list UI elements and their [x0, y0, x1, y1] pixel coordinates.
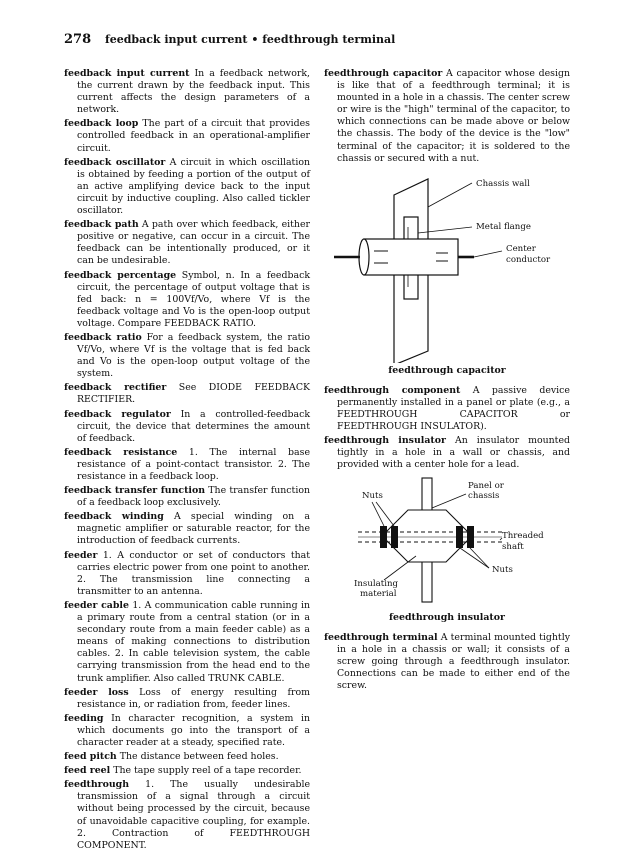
entry-definition: 1. A communication cable running in a primary route from a central station (or in a secondary route from a main feeder cable) as a means of making connections to distribution cables. 2. In cable television system, the cable carrying transmission from the head end to the trunk amplifier. Also called TRUNK CABLE. — [77, 599, 310, 684]
dictionary-entry — [64, 447, 310, 483]
entry-term: feedback path — [64, 219, 139, 231]
capacitor-body — [364, 239, 458, 275]
entry-definition: 1. A conductor or set of conductors that carries electric power from one point to another. 2. The transmission line connecting a transmitter to an antenna. — [77, 549, 310, 597]
entry-definition: 1. The usually undesirable transmission of a signal through a circuit without being processed by the circuit, because of unavoidable capacitive coupling, for example. 2. Contraction of FEEDTHROUGH COMPONENT. — [77, 779, 311, 851]
entry-definition: The distance between feed holes. — [119, 751, 279, 763]
label-conductor: conductor — [506, 254, 551, 265]
label-nuts-top: Nuts — [362, 490, 383, 501]
entry-definition: In a controlled-feedback circuit, the device that determines the amount of feedback. — [77, 408, 310, 444]
entry-definition: A capacitor whose design is like that of a feedthrough terminal; it is mounted in a hole in a chassis. The center screw or wire is the "high" terminal of the capacitor, to which connections can be made above or below the chassis. The body of the device is the "low" terminal of the capacitor; it is soldered to the chassis or secured with a nut. — [337, 68, 570, 164]
dictionary-entry — [324, 385, 570, 433]
right-entries-bottom — [324, 632, 570, 692]
entry-definition: Loss of energy resulting from resistance in, or radiation from, feeder lines. — [77, 686, 311, 710]
entry-term: feedback input current — [64, 68, 190, 79]
entry-term: feedthrough terminal — [324, 631, 438, 643]
dictionary-entry — [64, 382, 310, 406]
figure-caption-capacitor: feedthrough capacitor — [388, 364, 506, 376]
feedthrough-capacitor-figure — [324, 167, 570, 377]
entry-definition: A circuit in which oscillation is obtained by feeding a portion of the output of an active amplifying device back to the input circuit by inductive coupling. Also called tickler oscillator. — [77, 156, 311, 217]
dictionary-entry — [64, 68, 310, 116]
dictionary-entry — [64, 157, 310, 217]
dictionary-entry — [64, 550, 310, 598]
label-chassis: chassis — [468, 490, 500, 501]
dictionary-entry — [64, 713, 310, 749]
entry-term: feeder cable — [64, 599, 129, 611]
dictionary-entry — [64, 409, 310, 445]
dictionary-entry — [64, 485, 310, 509]
label-material: material — [360, 588, 397, 599]
entry-definition: The part of a circuit that provides controlled feedback in an operational-amplifier circuit. — [77, 118, 310, 154]
entry-term: feedback resistance — [64, 446, 178, 458]
left-column — [64, 68, 310, 854]
entry-term: feeding — [64, 712, 104, 724]
entry-term: feedback rectifier — [64, 382, 167, 394]
entry-definition: A special winding on a magnetic amplifier or saturable reactor, for the introduction of feedback currents. — [77, 511, 310, 547]
feedthrough-insulator-diagram — [324, 474, 570, 610]
right-column — [324, 68, 570, 694]
entry-term: feedback oscillator — [64, 156, 166, 168]
page-number: 278 — [64, 32, 92, 47]
entry-term: feedthrough insulator — [324, 435, 446, 447]
label-shaft: shaft — [502, 541, 524, 552]
dictionary-entry — [64, 118, 310, 154]
label-chassis-wall: Chassis wall — [476, 178, 530, 189]
entry-term: feeder — [64, 549, 98, 561]
running-title: feedback input current • feedthrough terminal — [104, 33, 396, 46]
entry-definition: An insulator mounted tightly in a hole in a wall or chassis, and provided with a center hole for a lead. — [337, 435, 570, 471]
dictionary-entry — [64, 219, 310, 267]
entry-term: feedback ratio — [64, 331, 142, 343]
entry-term: feedback percentage — [64, 269, 177, 281]
right-entries-middle — [324, 385, 570, 472]
label-nuts-right: Nuts — [492, 564, 513, 575]
running-header — [64, 32, 395, 47]
dictionary-entry — [64, 779, 310, 852]
dictionary-entry — [64, 332, 310, 380]
entry-term: feed pitch — [64, 751, 117, 763]
entry-term: feedback loop — [64, 118, 139, 130]
dictionary-entry — [64, 751, 310, 763]
entry-definition: 1. The internal base resistance of a point-contact transistor. 2. The resistance in a feedback loop. — [77, 446, 310, 482]
entry-term: feedback transfer function — [64, 485, 206, 497]
entry-term: feedback winding — [64, 511, 164, 523]
feedthrough-insulator-figure — [324, 474, 570, 624]
entry-definition: A path over which feedback, either positive or negative, can occur in a circuit. The feedback can be intentionally produced, or it can be undesirable. — [77, 219, 310, 267]
label-threaded: Threaded — [502, 530, 544, 541]
nut-right-outer — [467, 526, 474, 548]
entry-term: feeder loss — [64, 686, 129, 698]
entry-definition: In a feedback network, the current drawn by the feedback input. This current affects the design parameters of a network. — [77, 68, 310, 116]
dictionary-entry — [64, 270, 310, 330]
label-panel-or: Panel or — [468, 480, 504, 491]
label-insulating: Insulating — [354, 578, 398, 589]
dictionary-entry — [64, 511, 310, 547]
nut-left-inner — [391, 526, 398, 548]
dictionary-entry — [324, 632, 570, 692]
entry-definition: For a feedback system, the ratio Vf/Vo, where Vf is the voltage that is fed back and Vo is the open-loop output voltage of the system. — [77, 331, 310, 380]
nut-right-inner — [456, 526, 463, 548]
entry-definition: The transfer function of a feedback loop exclusively. — [77, 485, 311, 509]
entry-term: feedback regulator — [64, 408, 171, 420]
feedthrough-capacitor-diagram — [324, 167, 570, 363]
dictionary-entry — [324, 68, 570, 165]
entry-definition: Symbol, n. In a feedback circuit, the percentage of output voltage that is fed back: n = 100Vf/Vo, where Vf is the feedback voltage and Vo is the open-loop output voltage. Compare FEEDBACK RATIO. — [77, 269, 311, 329]
entry-definition: The tape supply reel of a tape recorder. — [113, 765, 302, 777]
label-metal-flange: Metal flange — [476, 221, 531, 232]
entry-definition: A passive device permanently installed in a panel or plate (e.g., a FEEDTHROUGH CAPACITOR or FEEDTHROUGH INSULATOR). — [337, 384, 570, 433]
entry-definition: See DIODE FEEDBACK RECTIFIER. — [77, 382, 310, 406]
entry-term: feed reel — [64, 765, 111, 777]
dictionary-entry — [324, 435, 570, 471]
label-center: Center — [506, 243, 536, 254]
dictionary-entry — [64, 600, 310, 685]
entry-definition: A terminal mounted tightly in a hole in a chassis or wall; it consists of a screw going through a feedthrough insulator. Connections can be made to either end of the screw. — [337, 631, 570, 691]
figure-caption-insulator: feedthrough insulator — [389, 611, 505, 623]
right-entries-top — [324, 68, 570, 165]
dictionary-entry — [64, 765, 310, 777]
entry-term: feedthrough capacitor — [324, 68, 443, 79]
entry-term: feedthrough — [64, 779, 130, 791]
nut-left-outer — [380, 526, 387, 548]
entry-term: feedthrough component — [324, 384, 461, 396]
entry-definition: In character recognition, a system in which documents go into the transport of a character reader at a steady, specified rate. — [77, 712, 311, 748]
dictionary-entry — [64, 687, 310, 711]
